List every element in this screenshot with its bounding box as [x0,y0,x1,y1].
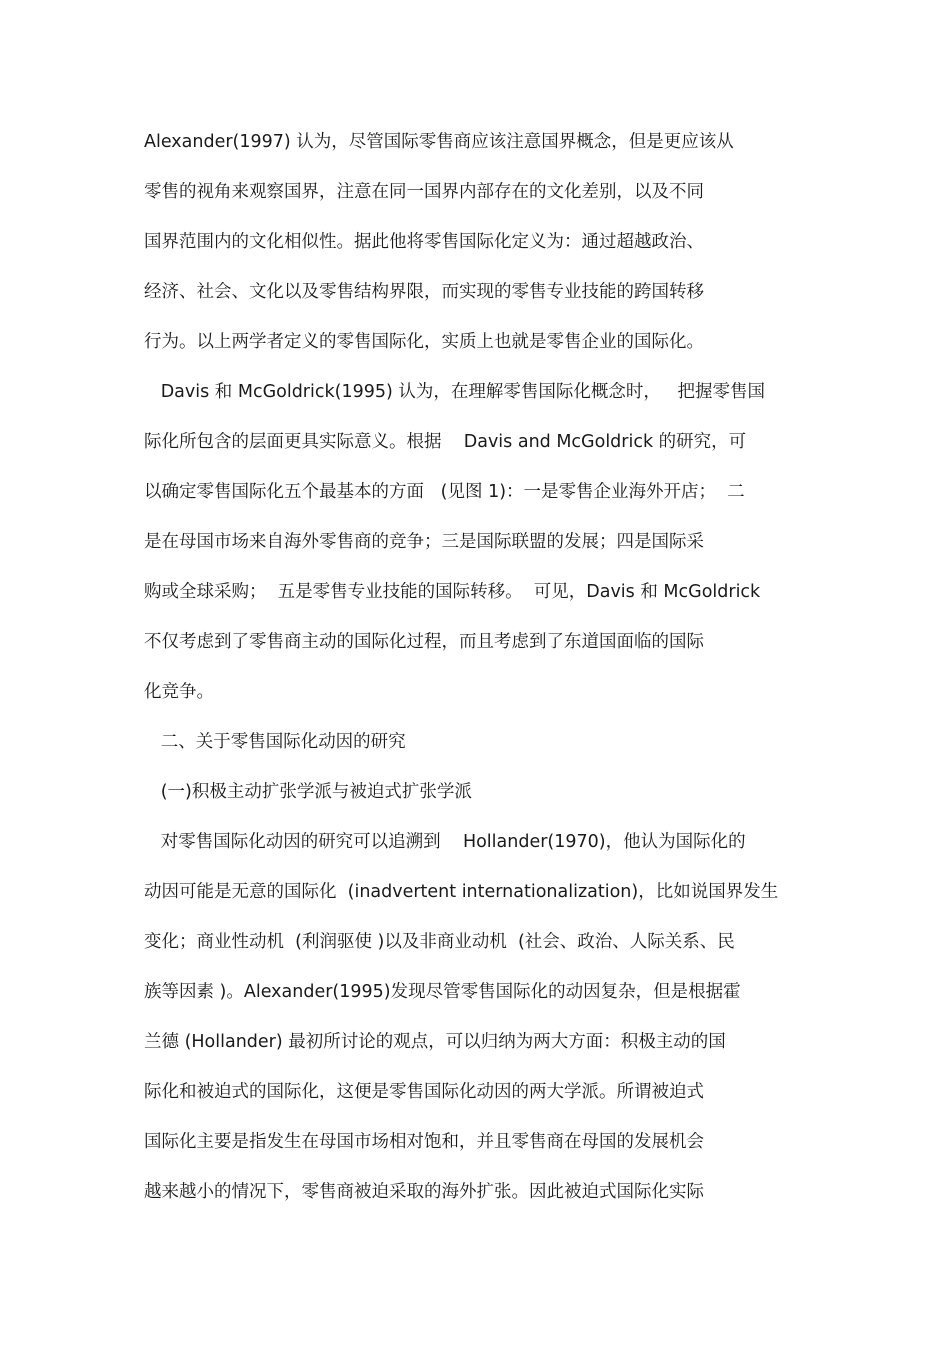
text-line: 动因可能是无意的国际化 (inadvertent internationalization)，比如说国界发生 [144,882,779,902]
text-line: 对零售国际化动因的研究可以追溯到 Hollander(1970)，他认为国际化的 [144,832,746,852]
text-line: 际化所包含的层面更具实际意义。根据 Davis and McGoldrick 的研究，可 [144,432,747,452]
text-line: 零售的视角来观察国界，注意在同一国界内部存在的文化差别，以及不同 [144,182,704,202]
text-line: 行为。以上两学者定义的零售国际化，实质上也就是零售企业的国际化。 [144,332,704,352]
text-line: 变化；商业性动机 (利润驱使 )以及非商业动机 (社会、政治、人际关系、民 [144,932,735,952]
text-line: 际化和被迫式的国际化，这便是零售国际化动因的两大学派。所谓被迫式 [144,1082,704,1102]
text-line: 族等因素 )。Alexander(1995)发现尽管零售国际化的动因复杂，但是根据霍 [144,982,741,1002]
text-line: 不仅考虑到了零售商主动的国际化过程，而且考虑到了东道国面临的国际 [144,632,704,652]
text-line: Alexander(1997) 认为，尽管国际零售商应该注意国界概念，但是更应该从 [144,132,734,152]
text-line: 经济、社会、文化以及零售结构界限，而实现的零售专业技能的跨国转移 [144,282,704,302]
text-line: 兰德 (Hollander) 最初所讨论的观点，可以归纳为两大方面：积极主动的国 [144,1032,726,1052]
text-line: Davis 和 McGoldrick(1995) 认为，在理解零售国际化概念时， 把握零售国 [144,382,766,402]
text-line: 是在母国市场来自海外零售商的竞争；三是国际联盟的发展；四是国际采 [144,532,704,552]
text-line: 化竞争。 [144,682,214,702]
text-line: 以确定零售国际化五个最基本的方面 (见图 1)：一是零售企业海外开店； 二 [144,482,745,502]
subsection-heading: (一)积极主动扩张学派与被迫式扩张学派 [144,782,472,802]
text-line: 国际化主要是指发生在母国市场相对饱和，并且零售商在母国的发展机会 [144,1132,704,1152]
text-line: 越来越小的情况下，零售商被迫采取的海外扩张。因此被迫式国际化实际 [144,1182,704,1202]
text-line: 购或全球采购； 五是零售专业技能的国际转移。 可见，Davis 和 McGoldrick [144,582,761,602]
text-line: 国界范围内的文化相似性。据此他将零售国际化定义为：通过超越政治、 [144,232,704,252]
section-heading: 二、关于零售国际化动因的研究 [144,732,406,752]
